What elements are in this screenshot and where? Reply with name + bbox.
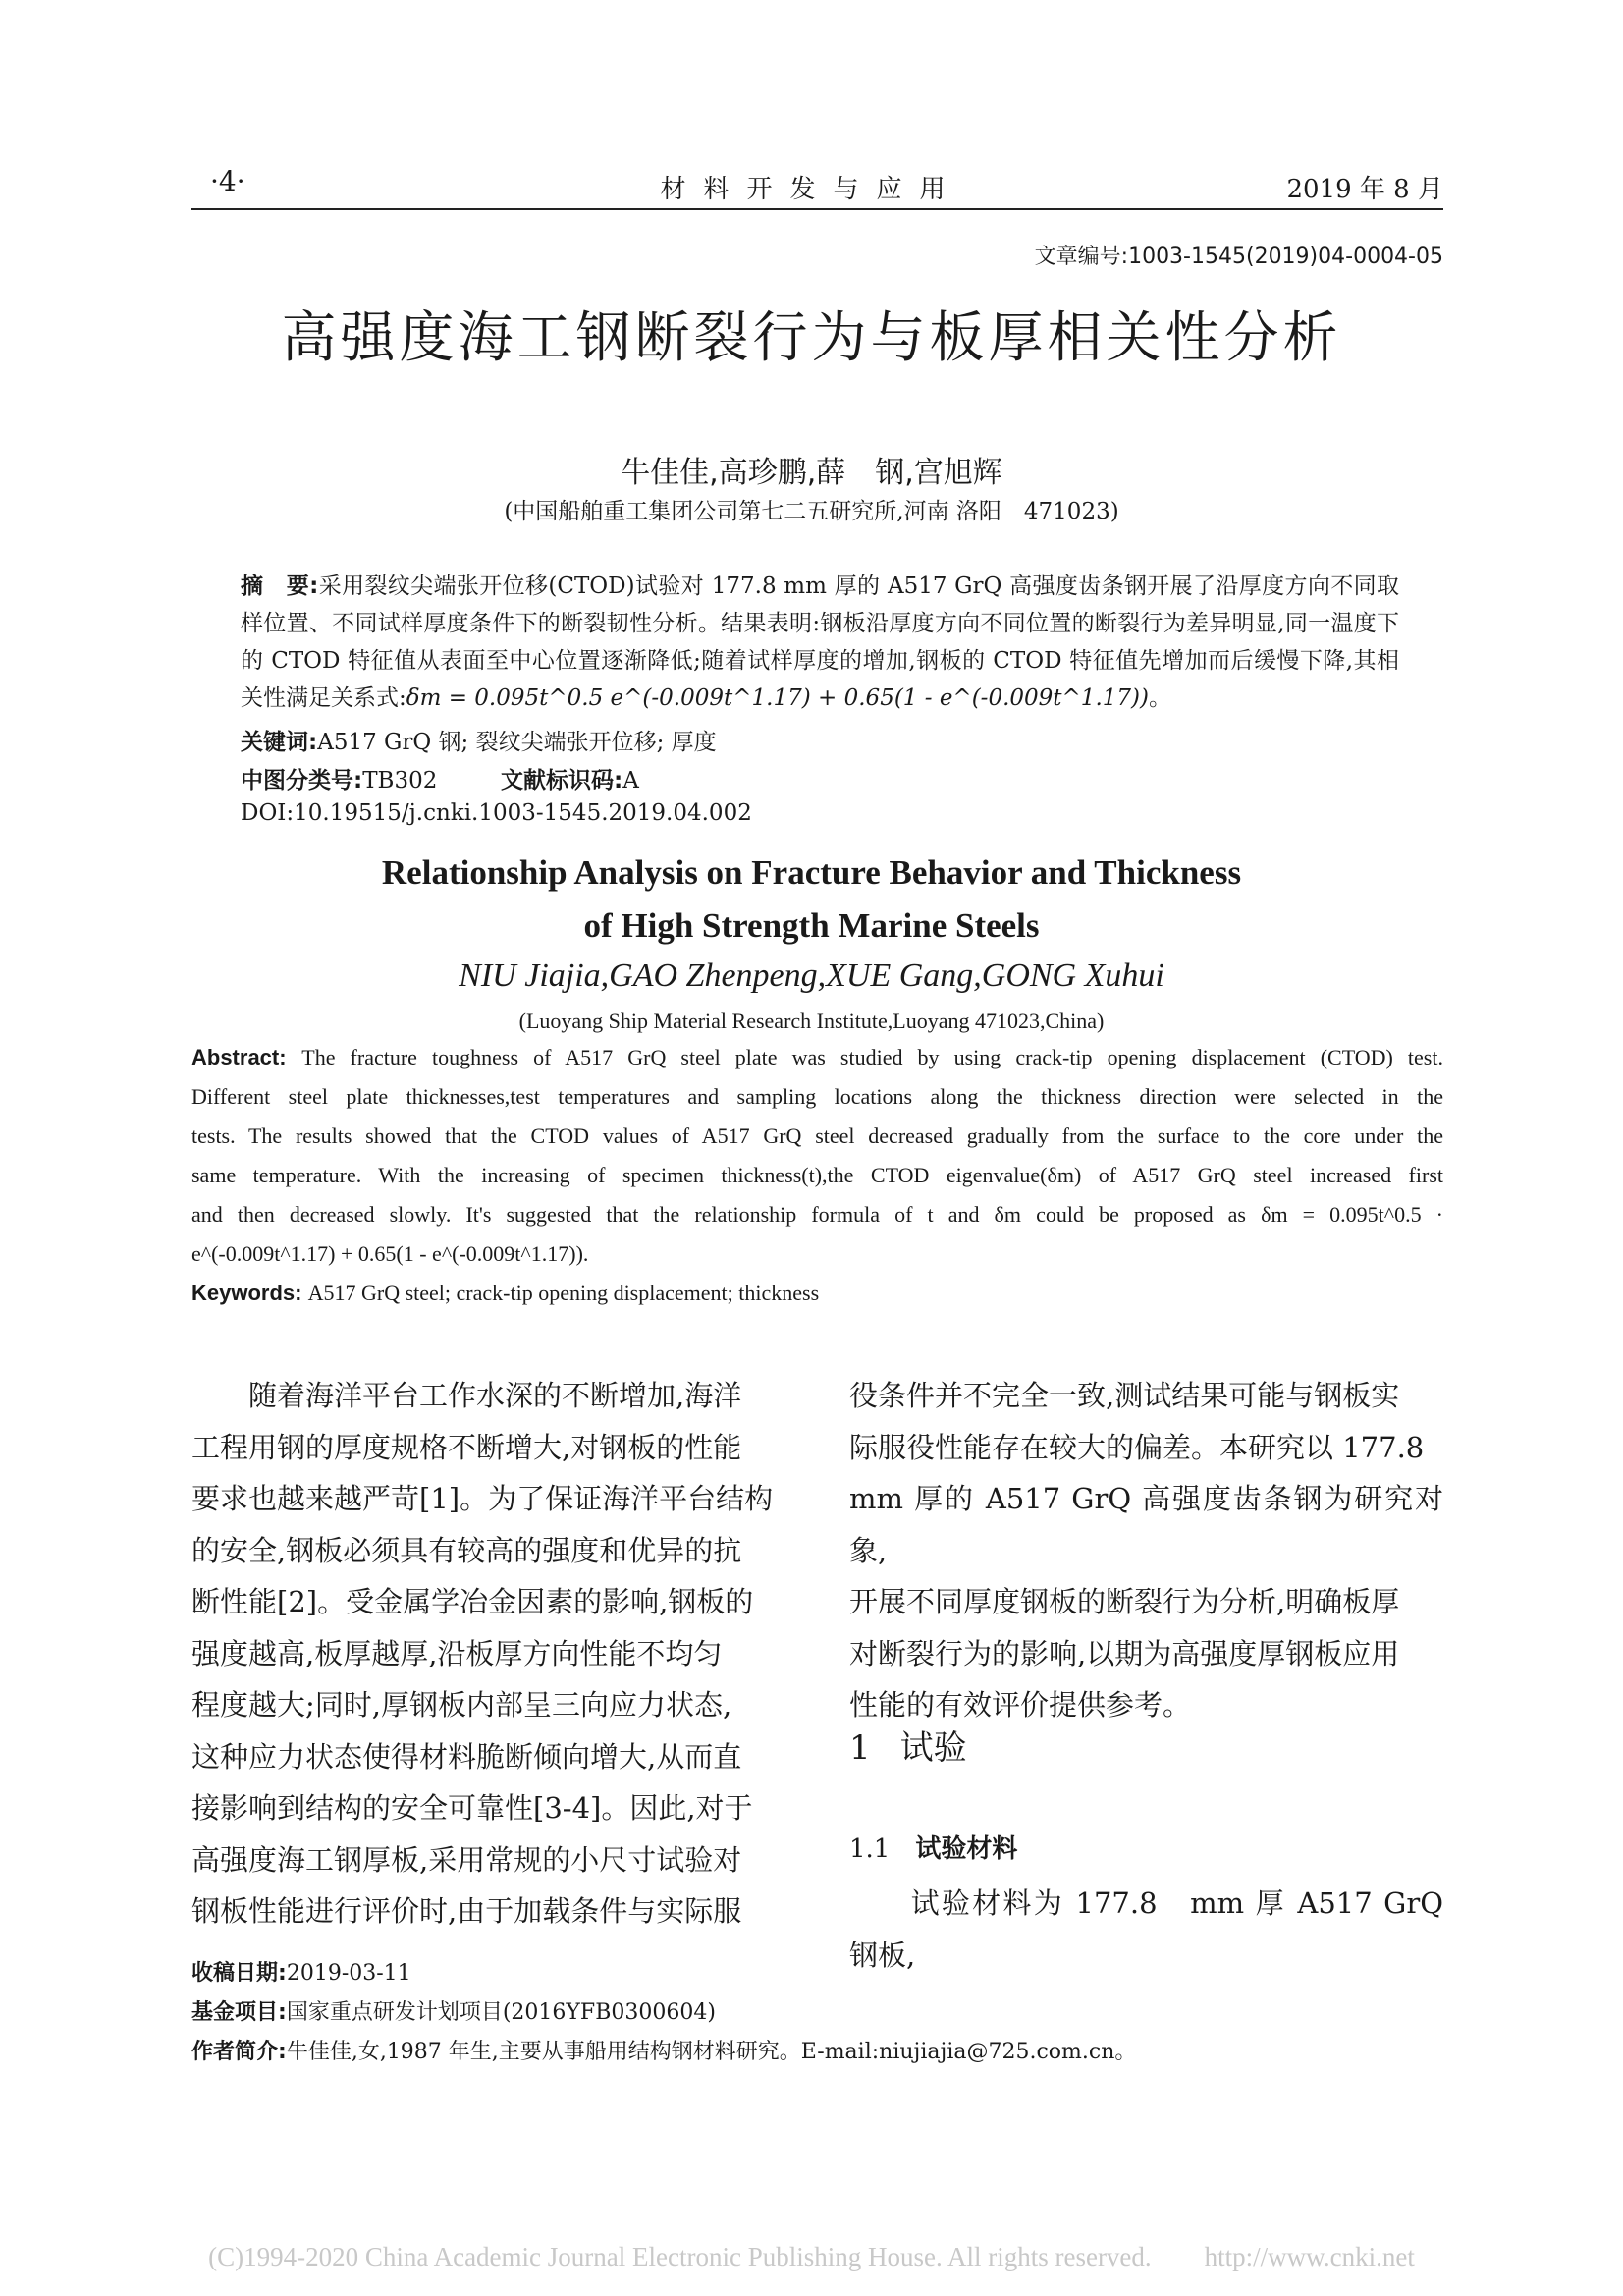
article-number: 文章编号:1003-1545(2019)04-0004-05: [1034, 245, 1443, 269]
body-line: 这种应力状态使得材料脆断倾向增大,从而直: [191, 1739, 742, 1774]
affiliation-zh: (中国船舶重工集团公司第七二五研究所,河南 洛阳 471023): [504, 499, 1119, 524]
body-left-column: [191, 1370, 790, 1938]
body-line: 际服役性能存在较大的偏差。本研究以 177.8: [849, 1430, 1425, 1464]
body-line: 役条件并不完全一致,测试结果可能与钢板实: [849, 1379, 1400, 1412]
journal-name: 材料开发与应用: [660, 175, 963, 204]
header-rule: [191, 208, 1443, 210]
title-en-line-1: Relationship Analysis on Fracture Behavior and Thickness: [381, 853, 1242, 892]
title-en: [0, 847, 1623, 953]
body-line: 断性能[2]。受金属学冶金因素的影响,钢板的: [191, 1585, 754, 1618]
keywords-en: Keywords: A517 GrQ steel; crack-tip opening displacement; thickness: [191, 1281, 820, 1305]
footnote-received: 收稿日期:2019-03-11: [191, 1961, 411, 1986]
body-line: mm 厚的 A517 GrQ 高强度齿条钢为研究对象,: [849, 1482, 1443, 1567]
body-right-column: [849, 1370, 1443, 1731]
body-line: 要求也越来越严苛[1]。为了保证海洋平台结构: [191, 1482, 774, 1515]
copyright-notice: (C)1994-2020 China Academic Journal Electronic Publishing House. All rights reserved. http://www.cnki.net: [208, 2242, 1415, 2271]
abstract-zh-text: 采用裂纹尖端张开位移(CTOD)试验对 177.8 mm 厚的 A517 GrQ 高强度齿条钢开展了沿厚度方向不同取样位置、不同试样厚度条件下的断裂韧性分析。结果表明:钢板沿厚度方向不同位置的断裂行为差异明显,同一温度下的 CTOD 特征值从表面至中心位置逐渐降低;随着试样厚度的增加,钢板的 CTOD 特征值先增加而后缓慢下降,其相关性满足关系式:: [241, 574, 1400, 711]
page-number: ·4·: [210, 165, 245, 197]
issue-date: 2019 年 8 月: [1286, 175, 1443, 204]
title-en-line-2: of High Strength Marine Steels: [583, 906, 1040, 945]
section-heading-1-1: 1.1 试验材料: [849, 1834, 1018, 1864]
keywords-zh: 关键词:A517 GrQ 钢; 裂纹尖端张开位移; 厚度: [241, 730, 717, 755]
footnote-author: 作者简介:牛佳佳,女,1987 年生,主要从事船用结构钢材料研究。E-mail:niujiajia@725.com.cn。: [191, 2040, 1137, 2064]
body-line: 接影响到结构的安全可靠性[3-4]。因此,对于: [191, 1791, 753, 1825]
body-line: 的安全,钢板必须具有较高的强度和优异的抗: [191, 1533, 742, 1567]
body-line: 程度越大;同时,厚钢板内部呈三向应力状态,: [191, 1688, 732, 1722]
title-zh: 高强度海工钢断裂行为与板厚相关性分析: [281, 306, 1342, 370]
body-line: 工程用钢的厚度规格不断增大,对钢板的性能: [191, 1430, 742, 1464]
body-line: 试验材料为 177.8 mm 厚 A517 GrQ 钢板,: [849, 1886, 1443, 1972]
body-line: 性能的有效评价提供参考。: [849, 1688, 1192, 1722]
abstract-en: Abstract: The fracture toughness of A517 GrQ steel plate was studied by using crack-tip opening displacement (CTOD) test. Different steel plate thicknesses,test temperatures and sampling locations along the thickness direction were selected in the tests. The results showed that the CTOD values of A517 GrQ steel decreased gradually from the surface to the core under the same temperature. With the increasing of specimen thickness(t),the CTOD eigenvalue(δm) of A517 GrQ steel increased first and then decreased slowly. It's suggested that the relationship formula of t and δm could be proposed as δm = 0.095t^0.5 · e^(-0.009t^1.17) + 0.65(1 - e^(-0.009t^1.17)). Keywords: A517 GrQ steel; crack-tip opening displacement; thickness: [191, 1045, 1443, 1320]
body-line: 强度越高,板厚越厚,沿板厚方向性能不均匀: [191, 1636, 723, 1670]
abstract-zh: 摘 要:采用裂纹尖端张开位移(CTOD)试验对 177.8 mm 厚的 A517 GrQ 高强度齿条钢开展了沿厚度方向不同取样位置、不同试样厚度条件下的断裂韧性分析。结果表明:钢板沿厚度方向不同位置的断裂行为差异明显,同一温度下的 CTOD 特征值从表面至中心位置逐渐降低;随着试样厚度的增加,钢板的 CTOD 特征值先增加而后缓慢下降,其相关性满足关系式:δm = 0.095t^0.5 e^(-0.009t^1.17) + 0.65(1 - e^(-0.009t^1.17))。: [241, 574, 1400, 711]
doi: DOI:10.19515/j.cnki.1003-1545.2019.04.002: [241, 800, 752, 826]
abstract-zh-label: 摘 要: [241, 574, 310, 599]
body-line: 高强度海工钢厚板,采用常规的小尺寸试验对: [191, 1842, 742, 1877]
abstract-zh-formula: δm = 0.095t^0.5 e^(-0.009t^1.17) + 0.65(1 - e^(-0.009t^1.17)): [406, 685, 1149, 711]
body-line: 开展不同厚度钢板的断裂行为分析,明确板厚: [849, 1585, 1400, 1618]
authors-zh: 牛佳佳,高珍鹏,薛 钢,宫旭辉: [621, 456, 1002, 490]
body-line: 对断裂行为的影响,以期为高强度厚钢板应用: [849, 1636, 1400, 1670]
footnote-fund: 基金项目:国家重点研发计划项目(2016YFB0300604): [191, 2000, 716, 2025]
affiliation-en: (Luoyang Ship Material Research Institute,Luoyang 471023,China): [518, 1009, 1105, 1033]
section-heading-1: 1 试验: [849, 1728, 967, 1768]
classification-line: 中图分类号:TB302 文献标识码:A: [241, 768, 639, 793]
body-line: 钢板性能进行评价时,由于加载条件与实际服: [191, 1894, 742, 1928]
body-line: 随着海洋平台工作水深的不断增加,海洋: [191, 1379, 742, 1412]
authors-en: NIU Jiajia,GAO Zhenpeng,XUE Gang,GONG Xuhui: [459, 957, 1164, 994]
